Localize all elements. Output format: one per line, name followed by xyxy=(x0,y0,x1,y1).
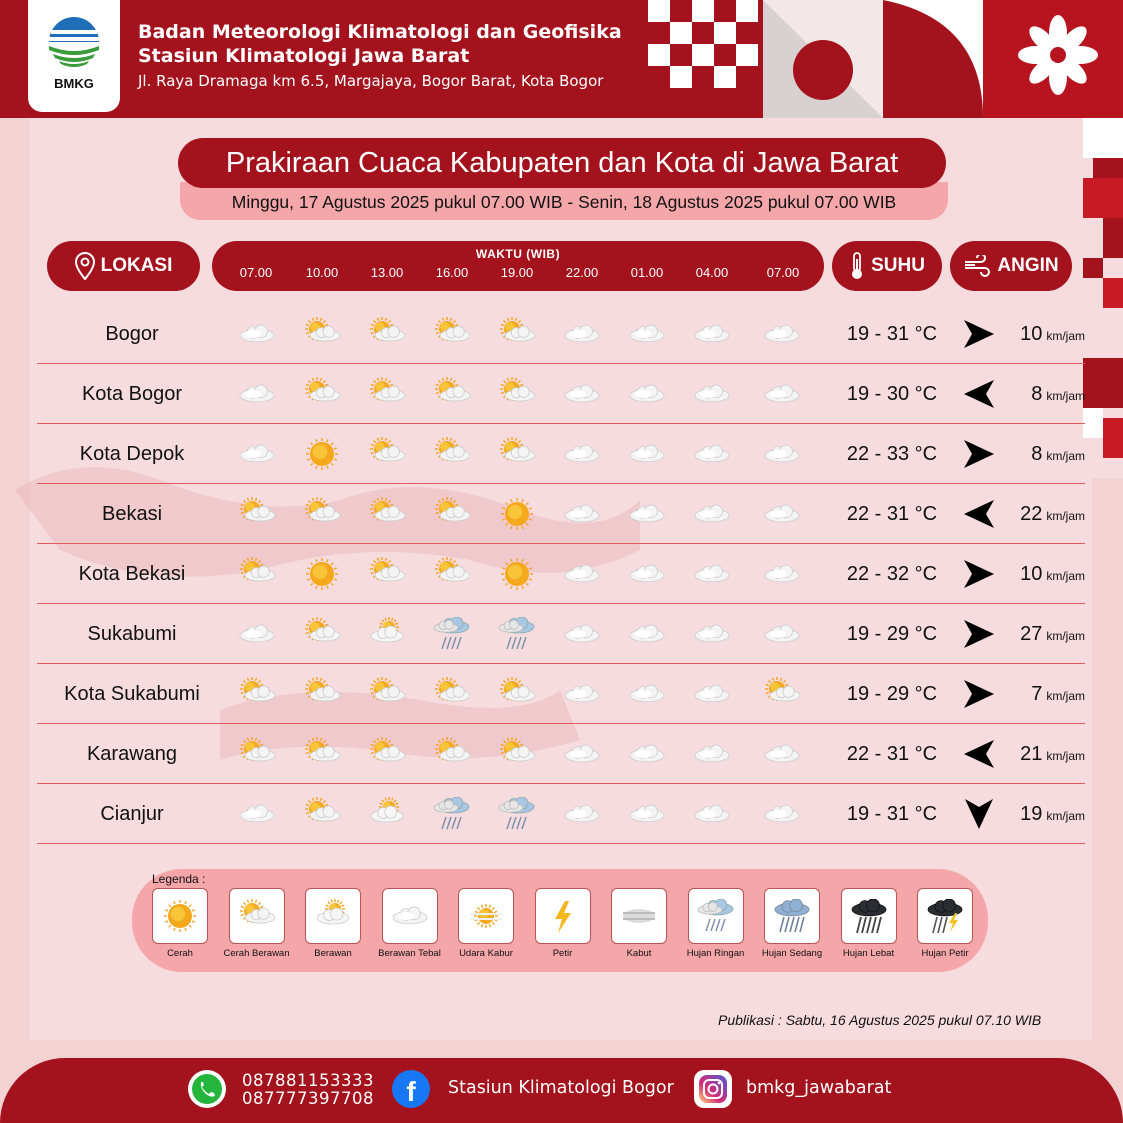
wind-speed-value: 10 xyxy=(1020,563,1043,585)
weather-cb-icon xyxy=(302,497,342,531)
temperature-range: 22 - 32 °C xyxy=(846,563,938,585)
weather-tebal-icon xyxy=(762,737,802,771)
weather-tebal-icon xyxy=(692,437,732,471)
wind-speed-unit: km/jam xyxy=(1046,329,1085,343)
logo-text: BMKG xyxy=(54,76,94,91)
legend-label: Hujan Lebat xyxy=(842,948,895,959)
wind-speed-unit: km/jam xyxy=(1046,449,1085,463)
legend-tebal-icon xyxy=(382,888,438,944)
wind-icon xyxy=(963,255,991,277)
wind-speed-value: 21 xyxy=(1020,743,1043,765)
weather-tebal-icon xyxy=(762,377,802,411)
wind-speed-value: 8 xyxy=(1031,443,1043,465)
weather-hujan-icon xyxy=(497,797,537,831)
weather-cb-icon xyxy=(302,317,342,351)
weather-cb-icon xyxy=(432,437,472,471)
wind-speed-unit: km/jam xyxy=(1046,689,1085,703)
wind-speed-value: 7 xyxy=(1031,683,1043,705)
weather-cb-icon xyxy=(367,737,407,771)
weather-tebal-icon xyxy=(237,797,277,831)
bmkg-logo xyxy=(28,0,120,112)
instagram-icon[interactable] xyxy=(694,1070,732,1108)
wind-speed xyxy=(1005,304,1085,366)
wind-direction-right-icon xyxy=(962,677,996,711)
weather-berawan-icon xyxy=(367,617,407,651)
wind-speed-value: 27 xyxy=(1020,623,1043,645)
weather-tebal-icon xyxy=(692,497,732,531)
legend-label: Petir xyxy=(552,948,573,959)
weather-tebal-icon xyxy=(627,377,667,411)
column-header-waktu xyxy=(212,241,824,291)
weather-tebal-icon xyxy=(237,437,277,471)
weather-tebal-icon xyxy=(562,497,602,531)
weather-cb-icon xyxy=(432,497,472,531)
weather-cb-icon xyxy=(367,377,407,411)
time-label: 13.00 xyxy=(370,265,404,280)
station-name: Stasiun Klimatologi Jawa Barat xyxy=(138,45,470,67)
wind-speed xyxy=(1005,484,1085,546)
weather-tebal-icon xyxy=(762,557,802,591)
legend-petir-icon xyxy=(535,888,591,944)
weather-cb-icon xyxy=(367,437,407,471)
legend-hpetir-icon xyxy=(917,888,973,944)
column-header-angin xyxy=(950,241,1072,291)
time-label: 07.00 xyxy=(239,265,273,280)
wind-speed-value: 8 xyxy=(1031,383,1043,405)
location-name: Kota Sukabumi xyxy=(64,683,200,705)
time-label: 01.00 xyxy=(630,265,664,280)
weather-cerah-icon xyxy=(302,557,342,591)
footer xyxy=(0,1058,1123,1123)
angin-label: ANGIN xyxy=(997,255,1059,276)
whatsapp-icon[interactable] xyxy=(188,1070,226,1108)
weather-tebal-icon xyxy=(237,377,277,411)
table-row xyxy=(37,364,1085,424)
weather-tebal-icon xyxy=(627,437,667,471)
wind-direction-right-icon xyxy=(962,317,996,351)
weather-cb-icon xyxy=(497,677,537,711)
weather-berawan-icon xyxy=(367,797,407,831)
wind-direction-left-icon xyxy=(962,497,996,531)
legend-sedang-icon xyxy=(764,888,820,944)
weather-tebal-icon xyxy=(627,317,667,351)
location-name: Kota Depok xyxy=(79,443,185,465)
wind-direction-right-icon xyxy=(962,557,996,591)
legend-title: Legenda : xyxy=(152,872,206,886)
weather-cb-icon xyxy=(497,737,537,771)
weather-tebal-icon xyxy=(627,737,667,771)
wind-speed-unit: km/jam xyxy=(1046,509,1085,523)
weather-tebal-icon xyxy=(762,617,802,651)
wind-speed-unit: km/jam xyxy=(1046,389,1085,403)
location-name: Cianjur xyxy=(100,803,164,825)
table-row xyxy=(37,724,1085,784)
weather-tebal-icon xyxy=(562,317,602,351)
location-name: Karawang xyxy=(86,743,178,765)
weather-tebal-icon xyxy=(562,377,602,411)
weather-tebal-icon xyxy=(692,677,732,711)
temperature-range: 22 - 31 °C xyxy=(846,743,938,765)
table-row xyxy=(37,604,1085,664)
phone-number-1[interactable]: 087881153333 xyxy=(242,1071,374,1090)
weather-tebal-icon xyxy=(692,737,732,771)
wind-direction-down-icon xyxy=(962,797,996,831)
temperature-range: 19 - 30 °C xyxy=(846,383,938,405)
wind-direction-right-icon xyxy=(962,437,996,471)
location-name: Bekasi xyxy=(101,503,163,525)
weather-tebal-icon xyxy=(692,377,732,411)
wind-speed-unit: km/jam xyxy=(1046,809,1085,823)
location-name: Kota Bekasi xyxy=(78,563,186,585)
table-row xyxy=(37,484,1085,544)
weather-tebal-icon xyxy=(692,557,732,591)
instagram-account[interactable]: bmkg_jawabarat xyxy=(746,1078,892,1098)
weather-tebal-icon xyxy=(692,317,732,351)
weather-tebal-icon xyxy=(237,317,277,351)
table-row xyxy=(37,304,1085,364)
wind-direction-left-icon xyxy=(962,737,996,771)
legend-kabur-icon xyxy=(458,888,514,944)
location-name: Kota Bogor xyxy=(81,383,183,405)
legend-label: Kabut xyxy=(626,948,652,959)
weather-cb-icon xyxy=(367,497,407,531)
weather-cb-icon xyxy=(302,797,342,831)
legend-item xyxy=(611,888,667,959)
wind-speed-value: 10 xyxy=(1020,323,1043,345)
legend-kabut-icon xyxy=(611,888,667,944)
table-row xyxy=(37,664,1085,724)
phone-number-2[interactable]: 087777397708 xyxy=(242,1089,374,1108)
weather-tebal-icon xyxy=(692,797,732,831)
location-name: Bogor xyxy=(105,323,159,345)
weather-tebal-icon xyxy=(762,497,802,531)
weather-tebal-icon xyxy=(627,557,667,591)
weather-tebal-icon xyxy=(762,317,802,351)
legend-cb-icon xyxy=(229,888,285,944)
weather-tebal-icon xyxy=(562,437,602,471)
column-header-lokasi xyxy=(47,241,200,291)
weather-cb-icon xyxy=(367,557,407,591)
legend-label: Cerah xyxy=(167,948,193,959)
column-header-suhu xyxy=(832,241,942,291)
weather-cb-icon xyxy=(367,317,407,351)
location-pin-icon xyxy=(75,252,95,280)
weather-cb-icon xyxy=(237,557,277,591)
temperature-range: 22 - 33 °C xyxy=(846,443,938,465)
legend-item xyxy=(917,888,973,959)
weather-cb-icon xyxy=(367,677,407,711)
legend-item xyxy=(841,888,897,959)
legend-lebat-icon xyxy=(841,888,897,944)
weather-cb-icon xyxy=(432,677,472,711)
weather-cerah-icon xyxy=(302,437,342,471)
weather-cb-icon xyxy=(237,677,277,711)
page-title: Prakiraan Cuaca Kabupaten dan Kota di Jawa Barat xyxy=(178,138,946,188)
weather-cb-icon xyxy=(302,377,342,411)
wind-speed-value: 19 xyxy=(1020,803,1043,825)
weather-tebal-icon xyxy=(237,617,277,651)
weather-cb-icon xyxy=(432,317,472,351)
weather-cb-icon xyxy=(302,677,342,711)
weather-cb-icon xyxy=(432,737,472,771)
temperature-range: 22 - 31 °C xyxy=(846,503,938,525)
lokasi-label: LOKASI xyxy=(100,255,173,276)
weather-cb-icon xyxy=(762,677,802,711)
wind-speed xyxy=(1005,784,1085,846)
legend-item xyxy=(378,888,441,959)
weather-tebal-icon xyxy=(562,677,602,711)
legend-item xyxy=(152,888,208,959)
temperature-range: 19 - 29 °C xyxy=(846,683,938,705)
legend-label: Hujan Petir xyxy=(921,948,969,959)
forecast-period: Minggu, 17 Agustus 2025 pukul 07.00 WIB - Senin, 18 Agustus 2025 pukul 07.00 WIB xyxy=(180,182,948,220)
header-decoration xyxy=(648,0,1123,118)
legend-label: Cerah Berawan xyxy=(223,948,290,959)
table-row xyxy=(37,784,1085,844)
time-label: 22.00 xyxy=(565,265,599,280)
legend-item xyxy=(305,888,361,959)
wind-speed xyxy=(1005,424,1085,486)
legend-item xyxy=(458,888,514,959)
legend xyxy=(132,869,988,972)
legend-item xyxy=(761,888,823,959)
table-row xyxy=(37,424,1085,484)
wind-speed-value: 22 xyxy=(1020,503,1043,525)
legend-hujan-icon xyxy=(688,888,744,944)
weather-tebal-icon xyxy=(627,797,667,831)
facebook-account[interactable]: Stasiun Klimatologi Bogor xyxy=(448,1078,674,1098)
wind-speed xyxy=(1005,544,1085,606)
thermometer-icon xyxy=(849,251,865,281)
weather-cb-icon xyxy=(237,737,277,771)
wind-direction-left-icon xyxy=(962,377,996,411)
weather-tebal-icon xyxy=(692,617,732,651)
temperature-range: 19 - 31 °C xyxy=(846,323,938,345)
time-label: 10.00 xyxy=(305,265,339,280)
weather-cb-icon xyxy=(497,317,537,351)
publication-date: Publikasi : Sabtu, 16 Agustus 2025 pukul 07.10 WIB xyxy=(718,1012,1042,1028)
legend-berawan-icon xyxy=(305,888,361,944)
weather-tebal-icon xyxy=(627,497,667,531)
time-label: 07.00 xyxy=(766,265,800,280)
wind-direction-right-icon xyxy=(962,617,996,651)
weather-tebal-icon xyxy=(562,737,602,771)
legend-label: Berawan xyxy=(314,948,352,959)
time-label: 19.00 xyxy=(500,265,534,280)
weather-cerah-icon xyxy=(497,557,537,591)
weather-tebal-icon xyxy=(762,797,802,831)
location-name: Sukabumi xyxy=(87,623,177,645)
weather-cb-icon xyxy=(302,617,342,651)
legend-item xyxy=(223,888,290,959)
weather-tebal-icon xyxy=(627,617,667,651)
weather-cb-icon xyxy=(432,557,472,591)
suhu-label: SUHU xyxy=(871,255,925,276)
time-label: 16.00 xyxy=(435,265,469,280)
weather-tebal-icon xyxy=(562,797,602,831)
side-decoration xyxy=(1083,118,1123,478)
wind-speed-unit: km/jam xyxy=(1046,749,1085,763)
temperature-range: 19 - 29 °C xyxy=(846,623,938,645)
legend-label: Hujan Sedang xyxy=(761,948,823,959)
wind-speed-unit: km/jam xyxy=(1046,569,1085,583)
legend-label: Hujan Ringan xyxy=(686,948,745,959)
weather-hujan-icon xyxy=(432,797,472,831)
time-label: 04.00 xyxy=(695,265,729,280)
waktu-label: WAKTU (WIB) xyxy=(475,247,561,261)
legend-item xyxy=(535,888,591,959)
weather-cb-icon xyxy=(497,437,537,471)
wind-speed xyxy=(1005,724,1085,786)
weather-hujan-icon xyxy=(497,617,537,651)
weather-tebal-icon xyxy=(627,677,667,711)
weather-cerah-icon xyxy=(497,497,537,531)
weather-cb-icon xyxy=(432,377,472,411)
header xyxy=(0,0,1123,118)
legend-item xyxy=(688,888,744,959)
legend-cerah-icon xyxy=(152,888,208,944)
wind-speed xyxy=(1005,604,1085,666)
weather-tebal-icon xyxy=(562,557,602,591)
weather-tebal-icon xyxy=(562,617,602,651)
legend-label: Udara Kabur xyxy=(459,948,513,959)
table-row xyxy=(37,544,1085,604)
wind-speed xyxy=(1005,664,1085,726)
weather-hujan-icon xyxy=(432,617,472,651)
bmkg-emblem-icon xyxy=(43,12,105,70)
wind-speed xyxy=(1005,364,1085,426)
weather-cb-icon xyxy=(497,377,537,411)
facebook-icon[interactable]: f xyxy=(392,1070,430,1108)
weather-cb-icon xyxy=(237,497,277,531)
legend-label: Berawan Tebal xyxy=(378,948,441,959)
weather-cb-icon xyxy=(302,737,342,771)
temperature-range: 19 - 31 °C xyxy=(846,803,938,825)
station-address: Jl. Raya Dramaga km 6.5, Margajaya, Bogor Barat, Kota Bogor xyxy=(138,72,604,90)
time-labels xyxy=(212,261,824,283)
weather-tebal-icon xyxy=(762,437,802,471)
agency-name: Badan Meteorologi Klimatologi dan Geofisika xyxy=(138,21,622,43)
wind-speed-unit: km/jam xyxy=(1046,629,1085,643)
